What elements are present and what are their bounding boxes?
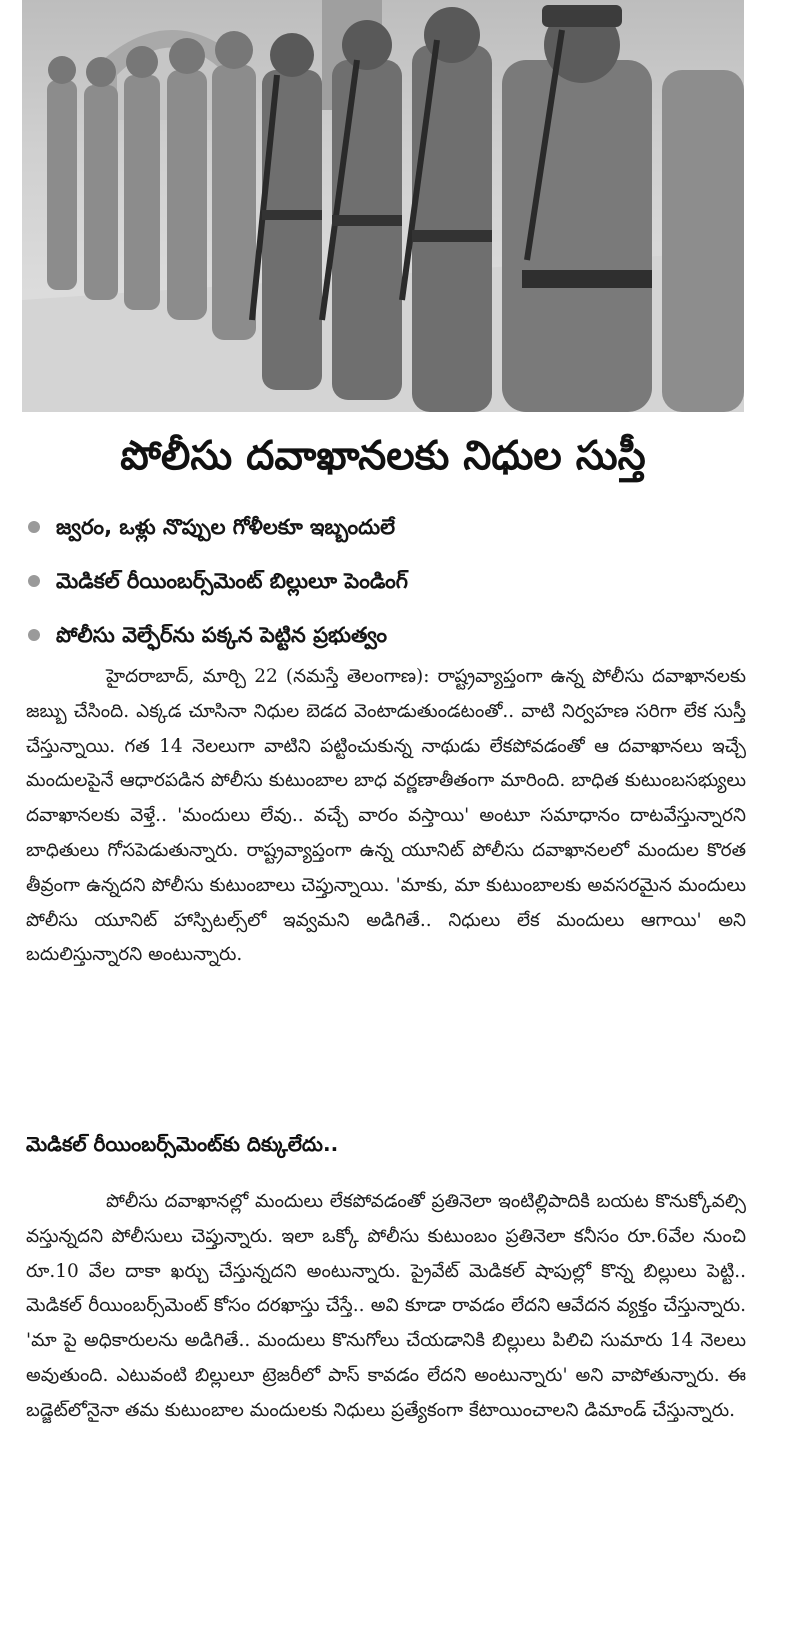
bullet-item	[28, 500, 748, 554]
bullet-list	[28, 500, 748, 662]
bullet-dot-icon	[28, 575, 40, 587]
subheading: మెడికల్ రీయింబర్స్‌మెంట్‌కు దిక్కులేదు..	[26, 1132, 339, 1156]
bullet-item	[28, 608, 748, 662]
body-paragraph-2: పోలీసు దవాఖానల్లో మందులు లేకపోవడంతో ప్రతినెలా ఇంటిల్లిపాదికి బయట కొనుక్కోవల్సి వస్తున్నదని పోలీసులు చెప్తున్నారు. ఇలా ఒక్కో పోలీసు కుటుంబం ప్రతినెలా కనీసం రూ.6వేల నుంచి రూ.10 వేల దాకా ఖర్చు చేస్తున్నదని అంటున్నారు. ప్రైవేట్ మెడికల్ షాపుల్లో కొన్న బిల్లులు పెట్టి.. మెడికల్ రీయింబర్స్‌మెంట్ కోసం దరఖాస్తు చేస్తే.. అవి కూడా రావడం లేదని ఆవేదన వ్యక్తం చేస్తున్నారు. 'మా పై అధికారులను అడిగితే.. మందులు కొనుగోలు చేయడానికి బిల్లులు పిలిచి సుమారు 14 నెలలు అవుతుంది. ఎటువంటి బిల్లులూ ట్రెజరీలో పాస్ కావడం లేదని అంటున్నారు' అని వాపోతున్నారు. ఈ బడ్జెట్‌లోనైనా తమ కుటుంబాల మందులకు నిధులు ప్రత్యేకంగా కేటాయించాలని డిమాండ్ చేస్తున్నారు.	[26, 1191, 746, 1421]
body-paragraph-1: హైదరాబాద్, మార్చి 22 (నమస్తే తెలంగాణ): రాష్ట్రవ్యాప్తంగా ఉన్న పోలీసు దవాఖానలకు జబ్బు చేసింది. ఎక్కడ చూసినా నిధుల బెడద వెంటాడుతుండటంతో.. వాటి నిర్వహణ సరిగా లేక సుస్తీ చేస్తున్నాయి. గత 14 నెలలుగా వాటిని పట్టించుకున్న నాథుడు లేకపోవడంతో ఆ దవాఖానలు ఇచ్చే మందులపైనే ఆధారపడిన పోలీసు కుటుంబాల బాధ వర్ణణాతీతంగా మారింది. బాధిత కుటుంబసభ్యులు దవాఖానలకు వెళ్తే.. 'మందులు లేవు.. వచ్చే వారం వస్తాయి' అంటూ సమాధానం దాటవేస్తున్నారని బాధితులు గోసపెడుతున్నారు. రాష్ట్రవ్యాప్తంగా ఉన్న యూనిట్ పోలీసు దవాఖానలలో మందుల కొరత తీవ్రంగా ఉన్నదని పోలీసు కుటుంబాలు చెప్తున్నాయి. 'మాకు, మా కుటుంబాలకు అవసరమైన మందులు పోలీసు యూనిట్ హాస్పిటల్స్‌లో ఇవ్వమని అడిగితే.. నిధులు లేక మందులు ఆగాయి' అని బదులిస్తున్నారని అంటున్నారు.	[26, 666, 746, 966]
article-photo	[22, 0, 744, 412]
bullet-dot-icon	[28, 521, 40, 533]
bullet-text: పోలీసు వెల్ఫేర్‌ను పక్కన పెట్టిన ప్రభుత్వం	[56, 623, 388, 647]
bullet-dot-icon	[28, 629, 40, 641]
bullet-text: మెడికల్ రీయింబర్స్‌మెంట్ బిల్లులూ పెండింగ్	[56, 569, 408, 593]
headline: పోలీసు దవాఖానలకు నిధుల సుస్తీ	[120, 433, 646, 479]
bullet-text: జ్వరం, ఒళ్లు నొప్పుల గోళీలకూ ఇబ్బందులే	[56, 515, 396, 539]
bullet-item	[28, 554, 748, 608]
